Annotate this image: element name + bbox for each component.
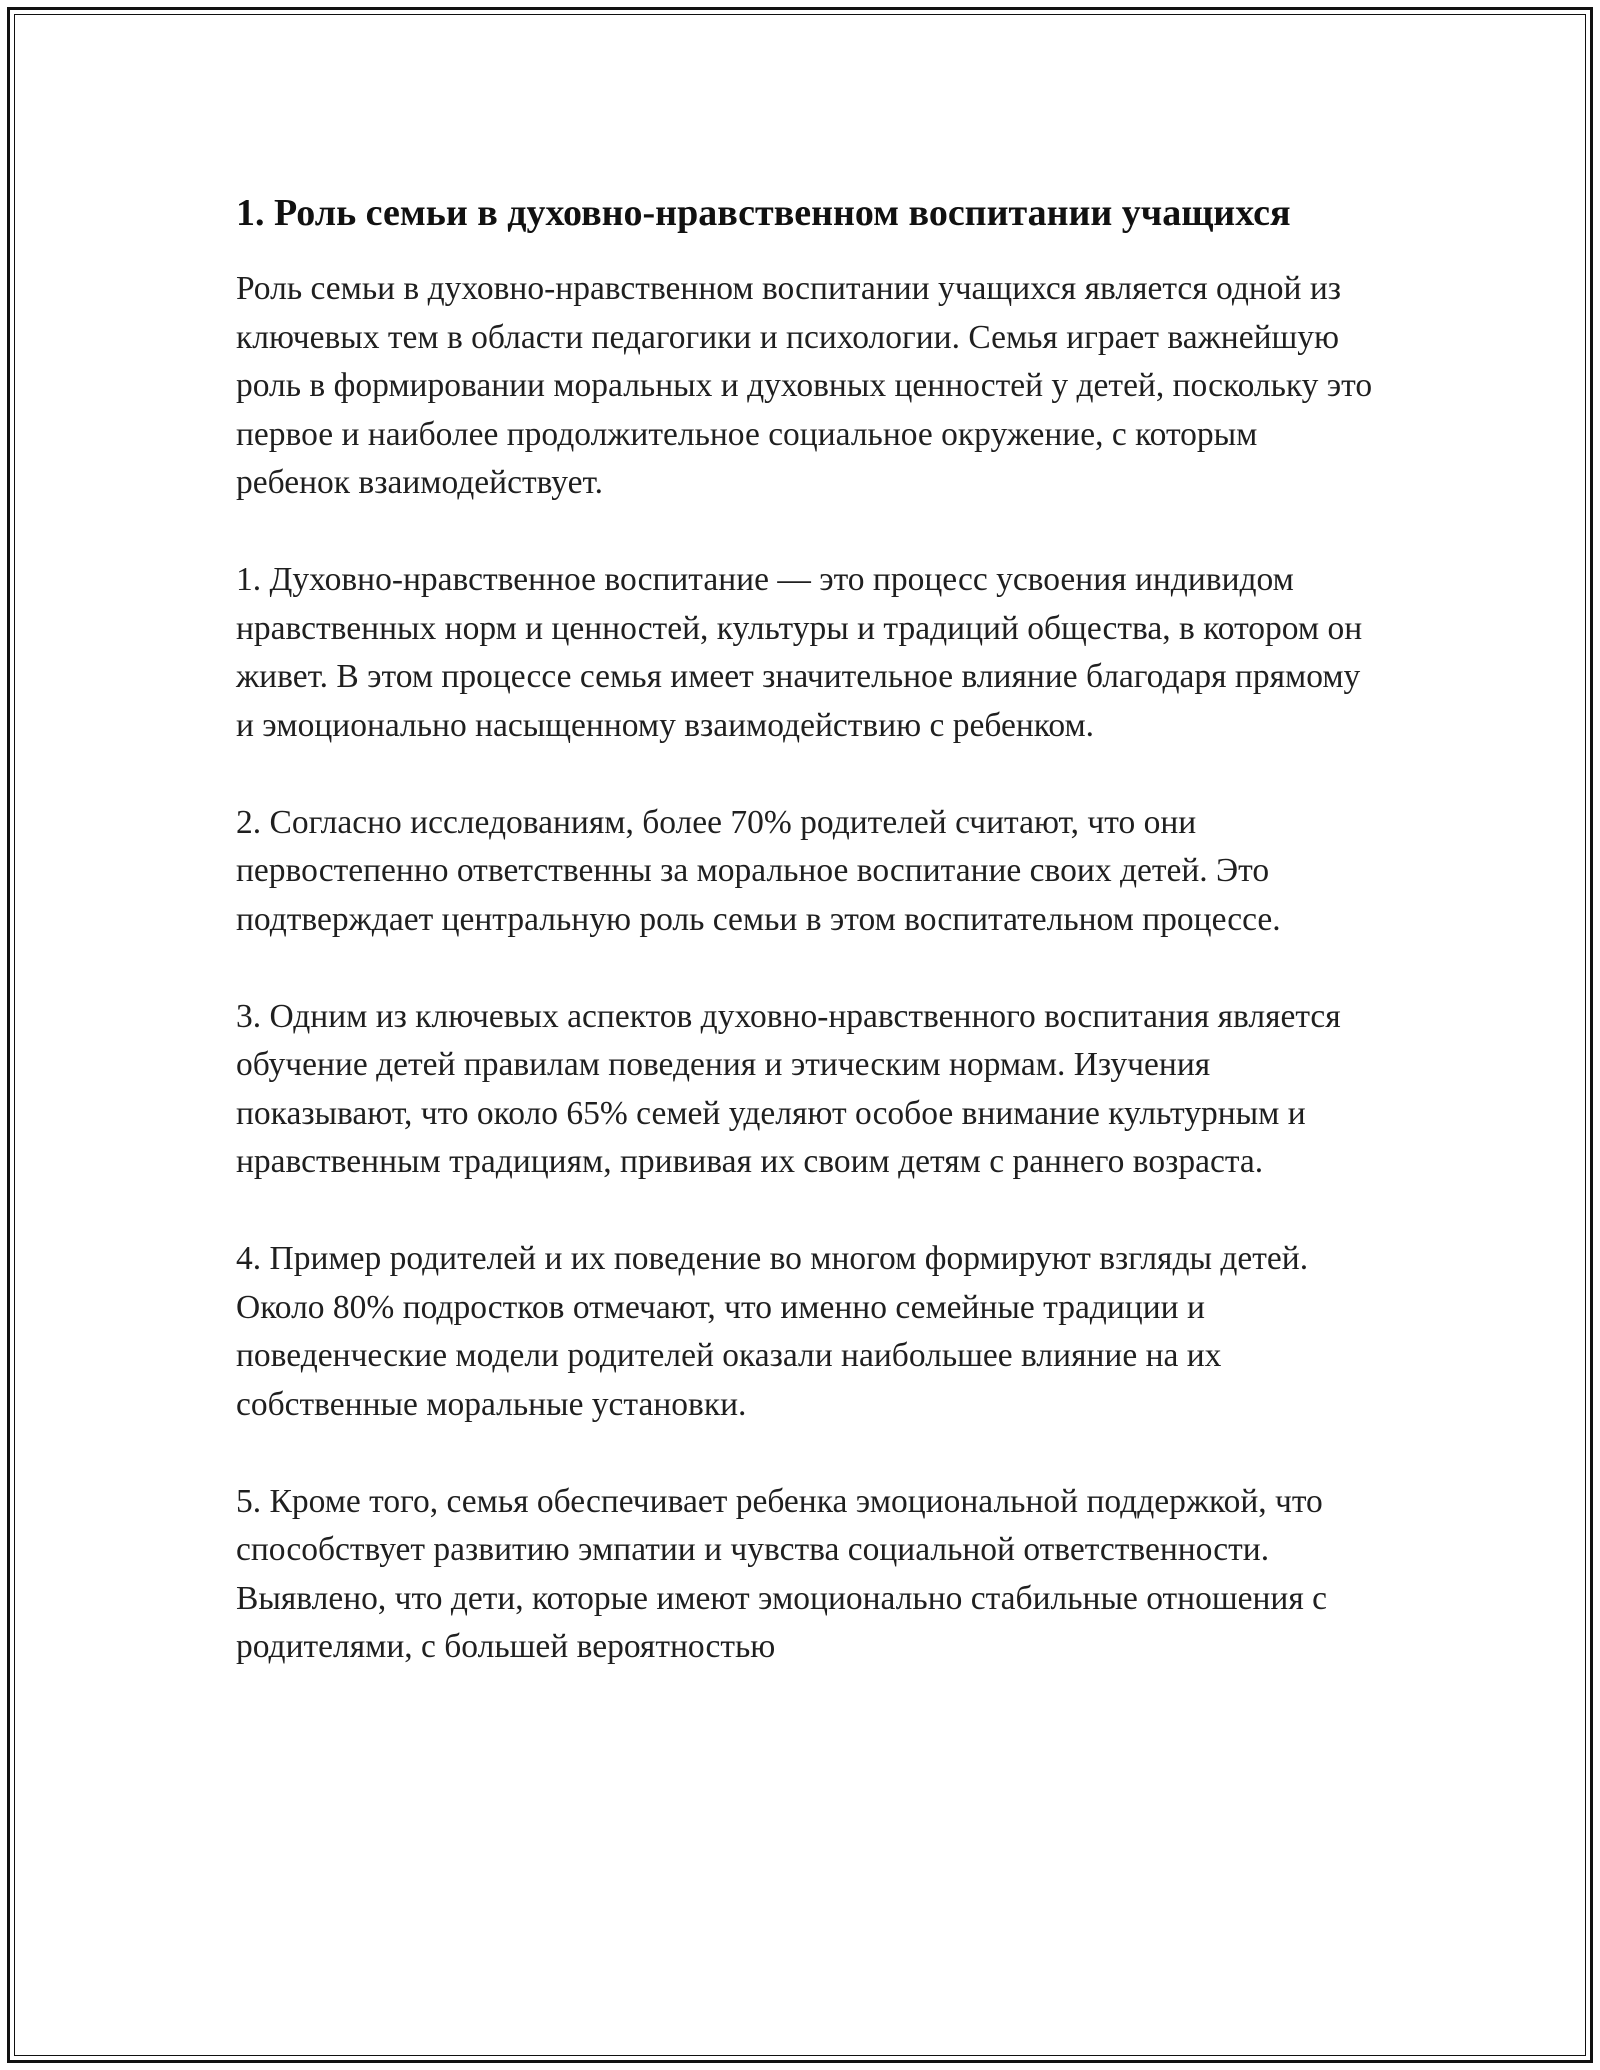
document-body xyxy=(236,186,1376,1672)
intro-paragraph: Роль семьи в духовно-нравственном воспитании учащихся является одной из ключевых тем в области педагогики и психологии. Семья играет важнейшую роль в формировании моральных и духовных ценностей у детей, поскольку это первое и наиболее продолжительное социальное окружение, с которым ребенок взаимодействует. xyxy=(236,270,1373,501)
point-3-paragraph: 3. Одним из ключевых аспектов духовно-нравственного воспитания является обучение детей правилам поведения и этическим нормам. Изучения показывают, что около 65% семей уделяют особое внимание культурным и нравственным традициям, прививая их своим детям с раннего возраста. xyxy=(236,997,1341,1180)
point-4-paragraph: 4. Пример родителей и их поведение во многом формируют взгляды детей. Около 80% подростков отмечают, что именно семейные традиции и поведенческие модели родителей оказали наибольшее влияние на их собственные моральные установки. xyxy=(236,1240,1309,1423)
section-heading: 1. Роль семьи в духовно-нравственном воспитании учащихся xyxy=(236,192,1291,234)
point-5-paragraph: 5. Кроме того, семья обеспечивает ребенка эмоциональной поддержкой, что способствует развитию эмпатии и чувства социальной ответственности. Выявлено, что дети, которые имеют эмоционально стабильные отношения с родителями, с большей вероятностью xyxy=(236,1482,1327,1665)
point-2-paragraph: 2. Согласно исследованиям, более 70% родителей считают, что они первостепенно ответственны за моральное воспитание своих детей. Это подтверждает центральную роль семьи в этом воспитательном процессе. xyxy=(236,803,1281,938)
point-1-paragraph: 1. Духовно-нравственное воспитание — это процесс усвоения индивидом нравственных норм и ценностей, культуры и традиций общества, в котором он живет. В этом процессе семья имеет значительное влияние благодаря прямому и эмоционально насыщенному взаимодействию с ребенком. xyxy=(236,561,1363,744)
